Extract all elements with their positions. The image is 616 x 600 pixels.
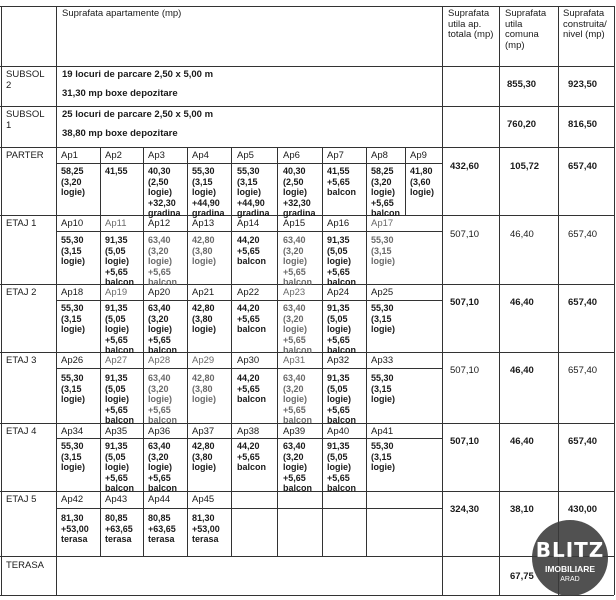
ap-col-divider xyxy=(100,147,101,556)
ap-subdivider xyxy=(56,508,442,509)
ap-col-divider xyxy=(405,147,406,215)
ap-col-divider xyxy=(366,147,367,556)
parter-ap-area: 41,55 xyxy=(105,166,128,176)
parter-ap-area: 58,25 (3,20 logie) xyxy=(61,166,85,197)
col-divider xyxy=(442,6,443,595)
row-divider xyxy=(0,106,614,107)
parter-ap-area: 41,80 (3,60 logie) xyxy=(410,166,434,197)
etaj4-ap-label: Ap40 xyxy=(327,426,350,437)
table-border-left xyxy=(1,6,2,595)
etaj4-ap-label: Ap39 xyxy=(283,426,306,437)
parter-ap-label: Ap9 xyxy=(410,150,427,161)
etaj3-ap-area: 42,80 (3,80 logie) xyxy=(192,373,216,404)
row-divider xyxy=(0,147,614,148)
subsol1-parcare: 25 locuri de parcare 2,50 x 5,00 m xyxy=(62,109,214,120)
etaj3-ap-label: Ap29 xyxy=(192,355,215,366)
col-divider xyxy=(558,6,559,595)
etaj1-ap-label: Ap16 xyxy=(327,218,350,229)
etaj3-ap-area: 44,20 +5,65 balcon xyxy=(237,373,267,404)
etaj2-ap-area: 63,40 (3,20 logie) +5,65 balcon xyxy=(283,303,313,355)
ap-col-divider xyxy=(187,147,188,556)
level-label-parter: PARTER xyxy=(6,150,44,161)
etaj4-ap-area: 55,30 (3,15 logie) xyxy=(371,441,395,472)
etaj1-ap-label: Ap17 xyxy=(371,218,394,229)
etaj1-ap-label: Ap10 xyxy=(61,218,84,229)
etaj5-ap-label: Ap45 xyxy=(192,494,215,505)
etaj3-comuna: 46,40 xyxy=(510,365,534,376)
etaj4-ap-area: 42,80 (3,80 logie) xyxy=(192,441,216,472)
etaj2-ap-area: 91,35 (5,05 logie) +5,65 balcon xyxy=(105,303,135,355)
ap-col-divider xyxy=(277,147,278,556)
parter-ap-area: 41,55 +5,65 balcon xyxy=(327,166,357,197)
etaj1-ap-area: 55,30 (3,15 logie) xyxy=(61,235,85,266)
etaj3-ap-label: Ap30 xyxy=(237,355,260,366)
parter-ap-area: 40,30 (2,50 logie) +32,30 gradina xyxy=(148,166,181,218)
etaj2-ap-label: Ap24 xyxy=(327,287,350,298)
etaj5-ap-label: Ap42 xyxy=(61,494,84,505)
row-divider xyxy=(0,66,614,67)
logo-sub: IMOBILIARE xyxy=(544,564,596,574)
etaj1-construita: 657,40 xyxy=(568,229,598,240)
etaj3-ap-area: 91,35 (5,05 logie) +5,65 balcon xyxy=(327,373,357,425)
etaj3-ap-label: Ap32 xyxy=(327,355,350,366)
etaj3-utila: 507,10 xyxy=(450,365,480,376)
etaj2-comuna: 46,40 xyxy=(510,297,534,308)
ap-subdivider xyxy=(56,231,442,232)
etaj4-ap-area: 63,40 (3,20 logie) +5,65 balcon xyxy=(148,441,178,493)
etaj3-ap-label: Ap33 xyxy=(371,355,394,366)
etaj4-ap-label: Ap38 xyxy=(237,426,260,437)
etaj2-ap-label: Ap20 xyxy=(148,287,171,298)
etaj1-ap-label: Ap12 xyxy=(148,218,171,229)
parter-ap-label: Ap2 xyxy=(105,150,122,161)
etaj4-ap-area: 91,35 (5,05 logie) +5,65 balcon xyxy=(105,441,135,493)
etaj5-ap-label: Ap44 xyxy=(148,494,171,505)
row-divider xyxy=(0,556,614,557)
parter-ap-label: Ap8 xyxy=(371,150,388,161)
etaj5-ap-area: 81,30 +53,00 terasa xyxy=(61,513,89,544)
etaj1-ap-area: 42,80 (3,80 logie) xyxy=(192,235,216,266)
etaj2-ap-label: Ap25 xyxy=(371,287,394,298)
etaj4-ap-area: 44,20 +5,65 balcon xyxy=(237,441,267,472)
etaj2-ap-label: Ap22 xyxy=(237,287,260,298)
logo-brand: BLITZ xyxy=(535,538,605,562)
etaj3-ap-label: Ap26 xyxy=(61,355,84,366)
etaj5-construita: 430,00 xyxy=(568,504,598,515)
ap-subdivider xyxy=(56,163,442,164)
etaj4-ap-area: 91,35 (5,05 logie) +5,65 balcon xyxy=(327,441,357,493)
table-border-top xyxy=(0,6,614,7)
table-border-bottom xyxy=(0,595,614,596)
subsol2-parcare: 19 locuri de parcare 2,50 x 5,00 m xyxy=(62,69,214,80)
level-label-etaj2: ETAJ 2 xyxy=(6,287,37,298)
etaj2-ap-area: 44,20 +5,65 balcon xyxy=(237,303,267,334)
parter-ap-label: Ap4 xyxy=(192,150,209,161)
etaj5-ap-area: 80,85 +63,65 terasa xyxy=(105,513,133,544)
subsol2-construita: 923,50 xyxy=(568,79,598,90)
etaj5-ap-area: 80,85 +63,65 terasa xyxy=(148,513,176,544)
table-border-right xyxy=(614,6,615,595)
etaj1-ap-area: 44,20 +5,65 balcon xyxy=(237,235,267,266)
level-label-subsol2: SUBSOL 2 xyxy=(6,69,45,91)
ap-col-divider xyxy=(143,147,144,556)
col-divider xyxy=(499,6,500,595)
etaj4-construita: 657,40 xyxy=(568,436,598,447)
etaj2-ap-label: Ap21 xyxy=(192,287,215,298)
etaj2-ap-label: Ap18 xyxy=(61,287,84,298)
parter-ap-area: 40,30 (2,50 logie) +32,30 gradina xyxy=(283,166,316,218)
level-label-etaj1: ETAJ 1 xyxy=(6,218,37,229)
etaj4-ap-area: 63,40 (3,20 logie) +5,65 balcon xyxy=(283,441,313,493)
etaj3-ap-label: Ap31 xyxy=(283,355,306,366)
etaj1-utila: 507,10 xyxy=(450,229,480,240)
etaj1-ap-label: Ap15 xyxy=(283,218,306,229)
etaj4-ap-label: Ap36 xyxy=(148,426,171,437)
etaj1-comuna: 46,40 xyxy=(510,229,534,240)
etaj5-utila: 324,30 xyxy=(450,504,480,515)
header-suprafata-apartamente: Suprafata apartamente (mp) xyxy=(62,8,182,19)
subsol1-construita: 816,50 xyxy=(568,119,598,130)
level-label-etaj4: ETAJ 4 xyxy=(6,426,37,437)
header-suprafata-utila-ap: Suprafata utila ap. totala (mp) xyxy=(448,8,494,40)
logo-city: ARAD xyxy=(560,576,580,583)
terasa-comuna: 67,75 xyxy=(510,571,534,582)
subsol1-boxe: 38,80 mp boxe depozitare xyxy=(62,128,178,139)
header-suprafata-construita: Suprafata construita/ nivel (mp) xyxy=(563,8,607,40)
etaj1-ap-label: Ap13 xyxy=(192,218,215,229)
blitz-watermark-logo xyxy=(532,520,608,596)
subsol2-boxe: 31,30 mp boxe depozitare xyxy=(62,88,178,99)
etaj4-ap-label: Ap37 xyxy=(192,426,215,437)
etaj3-ap-area: 63,40 (3,20 logie) +5,65 balcon xyxy=(283,373,313,425)
etaj4-ap-area: 55,30 (3,15 logie) xyxy=(61,441,85,472)
etaj2-ap-area: 42,80 (3,80 logie) xyxy=(192,303,216,334)
parter-ap-label: Ap7 xyxy=(327,150,344,161)
ap-subdivider xyxy=(56,438,442,439)
etaj5-ap-area: 81,30 +53,00 terasa xyxy=(192,513,220,544)
etaj4-comuna: 46,40 xyxy=(510,436,534,447)
etaj2-ap-label: Ap23 xyxy=(283,287,306,298)
ap-col-divider xyxy=(231,147,232,556)
etaj3-ap-area: 55,30 (3,15 logie) xyxy=(371,373,395,404)
parter-construita: 657,40 xyxy=(568,161,598,172)
etaj4-ap-label: Ap41 xyxy=(371,426,394,437)
etaj1-ap-label: Ap11 xyxy=(105,218,127,229)
level-label-etaj3: ETAJ 3 xyxy=(6,355,37,366)
etaj2-ap-area: 55,30 (3,15 logie) xyxy=(371,303,395,334)
etaj4-ap-label: Ap35 xyxy=(105,426,128,437)
etaj3-ap-label: Ap27 xyxy=(105,355,128,366)
ap-col-divider xyxy=(322,147,323,556)
etaj4-utila: 507,10 xyxy=(450,436,480,447)
etaj4-ap-label: Ap34 xyxy=(61,426,84,437)
etaj2-ap-area: 63,40 (3,20 logie) +5,65 balcon xyxy=(148,303,178,355)
etaj2-utila: 507,10 xyxy=(450,297,480,308)
etaj1-ap-area: 63,40 (3,20 logie) +5,65 balcon xyxy=(283,235,313,287)
parter-ap-label: Ap6 xyxy=(283,150,300,161)
etaj2-ap-label: Ap19 xyxy=(105,287,128,298)
ap-subdivider xyxy=(56,300,442,301)
etaj3-ap-area: 63,40 (3,20 logie) +5,65 balcon xyxy=(148,373,178,425)
etaj5-ap-label: Ap43 xyxy=(105,494,128,505)
etaj3-ap-area: 55,30 (3,15 logie) xyxy=(61,373,85,404)
level-label-etaj5: ETAJ 5 xyxy=(6,494,37,505)
etaj1-ap-area: 91,35 (5,05 logie) +5,65 balcon xyxy=(105,235,135,287)
parter-ap-area: 55,30 (3,15 logie) +44,90 gradina xyxy=(192,166,225,218)
parter-ap-label: Ap3 xyxy=(148,150,165,161)
ap-subdivider xyxy=(56,368,442,369)
col-divider xyxy=(56,6,57,595)
etaj3-construita: 657,40 xyxy=(568,365,598,376)
etaj2-ap-area: 91,35 (5,05 logie) +5,65 balcon xyxy=(327,303,357,355)
etaj1-ap-area: 63,40 (3,20 logie) +5,65 balcon xyxy=(148,235,178,287)
parter-comuna: 105,72 xyxy=(510,161,540,172)
etaj3-ap-label: Ap28 xyxy=(148,355,171,366)
parter-ap-label: Ap5 xyxy=(237,150,254,161)
etaj5-comuna: 38,10 xyxy=(510,504,534,515)
etaj1-ap-label: Ap14 xyxy=(237,218,260,229)
parter-ap-area: 58,25 (3,20 logie) +5,65 balcon xyxy=(371,166,401,218)
parter-ap-area: 55,30 (3,15 logie) +44,90 gradina xyxy=(237,166,270,218)
parter-ap-label: Ap1 xyxy=(61,150,78,161)
etaj2-ap-area: 55,30 (3,15 logie) xyxy=(61,303,85,334)
parter-utila: 432,60 xyxy=(450,161,480,172)
etaj1-ap-area: 91,35 (5,05 logie) +5,65 balcon xyxy=(327,235,357,287)
subsol1-comuna: 760,20 xyxy=(507,119,537,130)
etaj2-construita: 657,40 xyxy=(568,297,598,308)
subsol2-comuna: 855,30 xyxy=(507,79,537,90)
etaj1-ap-area: 55,30 (3,15 logie) xyxy=(371,235,395,266)
etaj3-ap-area: 91,35 (5,05 logie) +5,65 balcon xyxy=(105,373,135,425)
header-suprafata-utila-comuna: Suprafata utila comuna (mp) xyxy=(505,8,547,51)
level-label-subsol1: SUBSOL 1 xyxy=(6,109,45,131)
level-label-terasa: TERASA xyxy=(6,560,45,571)
